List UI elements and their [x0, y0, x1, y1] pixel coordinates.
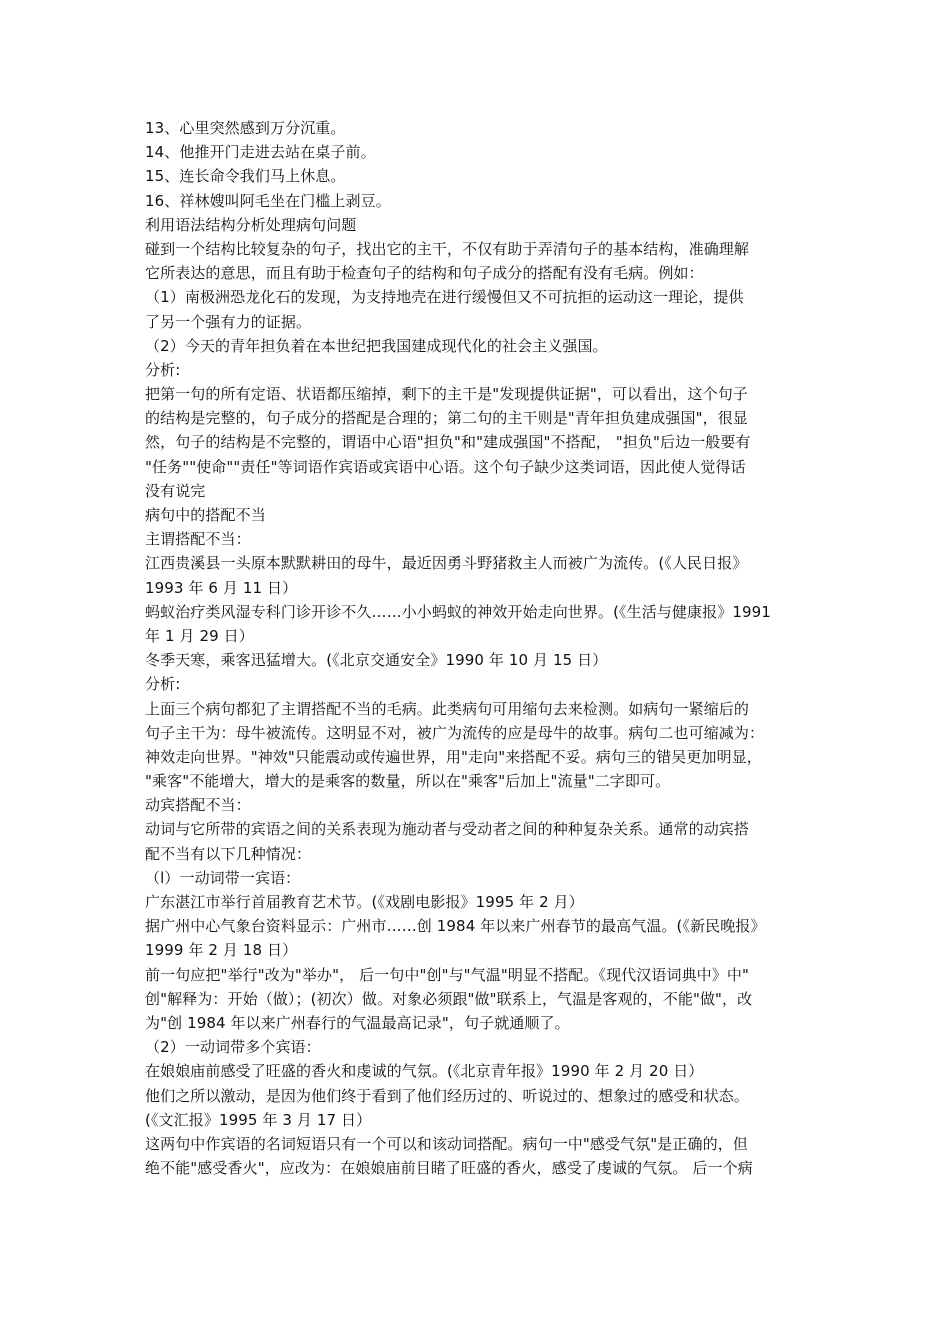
text-line: 上面三个病句都犯了主谓搭配不当的毛病。此类病句可用缩句去来检测。如病句一紧缩后的	[145, 699, 750, 718]
text-line: （2）一动词带多个宾语：	[145, 1038, 321, 1057]
text-line: 15、连长命令我们马上休息。	[145, 167, 346, 186]
text-line: 绝不能"感受香火"，应改为：在娘娘庙前目睹了旺盛的香火，感受了虔诚的气氛。 后一个病	[145, 1159, 753, 1178]
text-line: 病句中的搭配不当	[145, 506, 266, 524]
text-line: （2）今天的青年担负着在本世纪把我国建成现代化的社会主义强国。	[145, 336, 608, 355]
text-line: 主谓搭配不当：	[145, 530, 251, 549]
text-line: 蚂蚁治疗类风湿专科门诊开诊不久……小小蚂蚁的神效开始走向世界。(《生活与健康报》1991	[145, 602, 771, 621]
text-line: 年 1 月 29 日）	[145, 626, 254, 645]
text-line: 碰到一个结构比较复杂的句子，找出它的主干，不仅有助于弄清句子的基本结构，准确理解	[145, 239, 750, 258]
text-line: 13、心里突然感到万分沉重。	[145, 119, 346, 137]
text-line: 1999 年 2 月 18 日）	[145, 941, 298, 960]
text-line: 创"解释为：开始（做）；(初次）做。对象必须跟"做"联系上，气温是客观的，不能"做"，改	[145, 989, 753, 1008]
text-line: 神效走向世界。"神效"只能震动或传遍世界，用"走向"来搭配不妥。病句三的错吴更加明显，	[145, 747, 762, 766]
text-line: 前一句应把"举行"改为"举办"， 后一句中"创"与"气温"明显不搭配。《现代汉语词典中》中"	[145, 965, 749, 984]
text-line: 据广州中心气象台资料显示：广州市……创 1984 年以来广州春节的最高气温。(《新民晚报》	[145, 917, 766, 936]
text-line: (《文汇报》1995 年 3 月 17 日）	[145, 1110, 372, 1129]
text-line: "乘客"不能增大，增大的是乘客的数量，所以在"乘客"后加上"流量"二字即可。	[145, 772, 671, 791]
text-line: （l）一动词带一宾语：	[145, 868, 301, 887]
text-line: 句子主干为：母牛被流传。这明显不对，被广为流传的应是母牛的故事。病句二也可缩减为：	[145, 723, 765, 742]
text-line: 没有说完	[145, 481, 206, 500]
text-line: 分析:	[145, 675, 181, 694]
text-line: 把第一句的所有定语、状语都压缩掉，剩下的主干是"发现提供证据"，可以看出，这个句子	[145, 385, 748, 404]
text-line: 他们之所以激动，是因为他们终于看到了他们经历过的、听说过的、想象过的感受和状态。	[145, 1086, 750, 1105]
text-line: 冬季天寒，乘客迅猛增大。(《北京交通安全》1990 年 10 月 15 日）	[145, 651, 608, 670]
text-line: 1993 年 6 月 11 日）	[145, 578, 298, 597]
text-line: 然，句子的结构是不完整的，谓语中心语"担负"和"建成强国"不搭配， "担负"后边一般要有	[145, 433, 751, 452]
text-line: 利用语法结构分析处理病句问题	[145, 215, 357, 234]
text-line: 动词与它所带的宾语之间的关系表现为施动者与受动者之间的种种复杂关系。通常的动宾搭	[145, 820, 750, 839]
text-line: 16、祥林嫂叫阿毛坐在门槛上剥豆。	[145, 191, 391, 210]
text-line: 江西贵溪县一头原本默默耕田的母牛，最近因勇斗野猪救主人而被广为流传。(《人民日报》	[145, 554, 748, 573]
text-line: 在娘娘庙前感受了旺盛的香火和虔诚的气氛。(《北京青年报》1990 年 2 月 20 日）	[145, 1062, 704, 1081]
text-line: 14、他推开门走进去站在桌子前。	[145, 143, 376, 162]
text-line: 它所表达的意思，而且有助于检查句子的结构和句子成分的搭配有没有毛病。例如：	[145, 264, 704, 283]
text-line: "任务""使命""责任"等词语作宾语或宾语中心语。这个句子缺少这类词语，因此使人觉得话	[145, 457, 746, 476]
text-line: （1）南极洲恐龙化石的发现，为支持地壳在进行缓慢但又不可抗拒的运动这一理论，提供	[145, 288, 744, 307]
text-line: 动宾搭配不当：	[145, 796, 251, 815]
text-line: 的结构是完整的，句子成分的搭配是合理的；第二句的主干则是"青年担负建成强国"，很显	[145, 409, 748, 428]
text-line: 为"创 1984 年以来广州春行的气温最高记录"，句子就通顺了。	[145, 1013, 570, 1032]
text-line: 配不当有以下几种情况：	[145, 844, 312, 863]
text-line: 广东湛江市举行首届教育艺术节。(《戏剧电影报》1995 年 2 月）	[145, 893, 584, 911]
document-page	[145, 116, 817, 1180]
text-line: 了另一个强有力的证据。	[145, 312, 312, 331]
text-line: 这两句中作宾语的名词短语只有一个可以和该动词搭配。病句一中"感受气氛"是正确的，但	[145, 1134, 748, 1153]
text-line: 分析:	[145, 360, 181, 379]
